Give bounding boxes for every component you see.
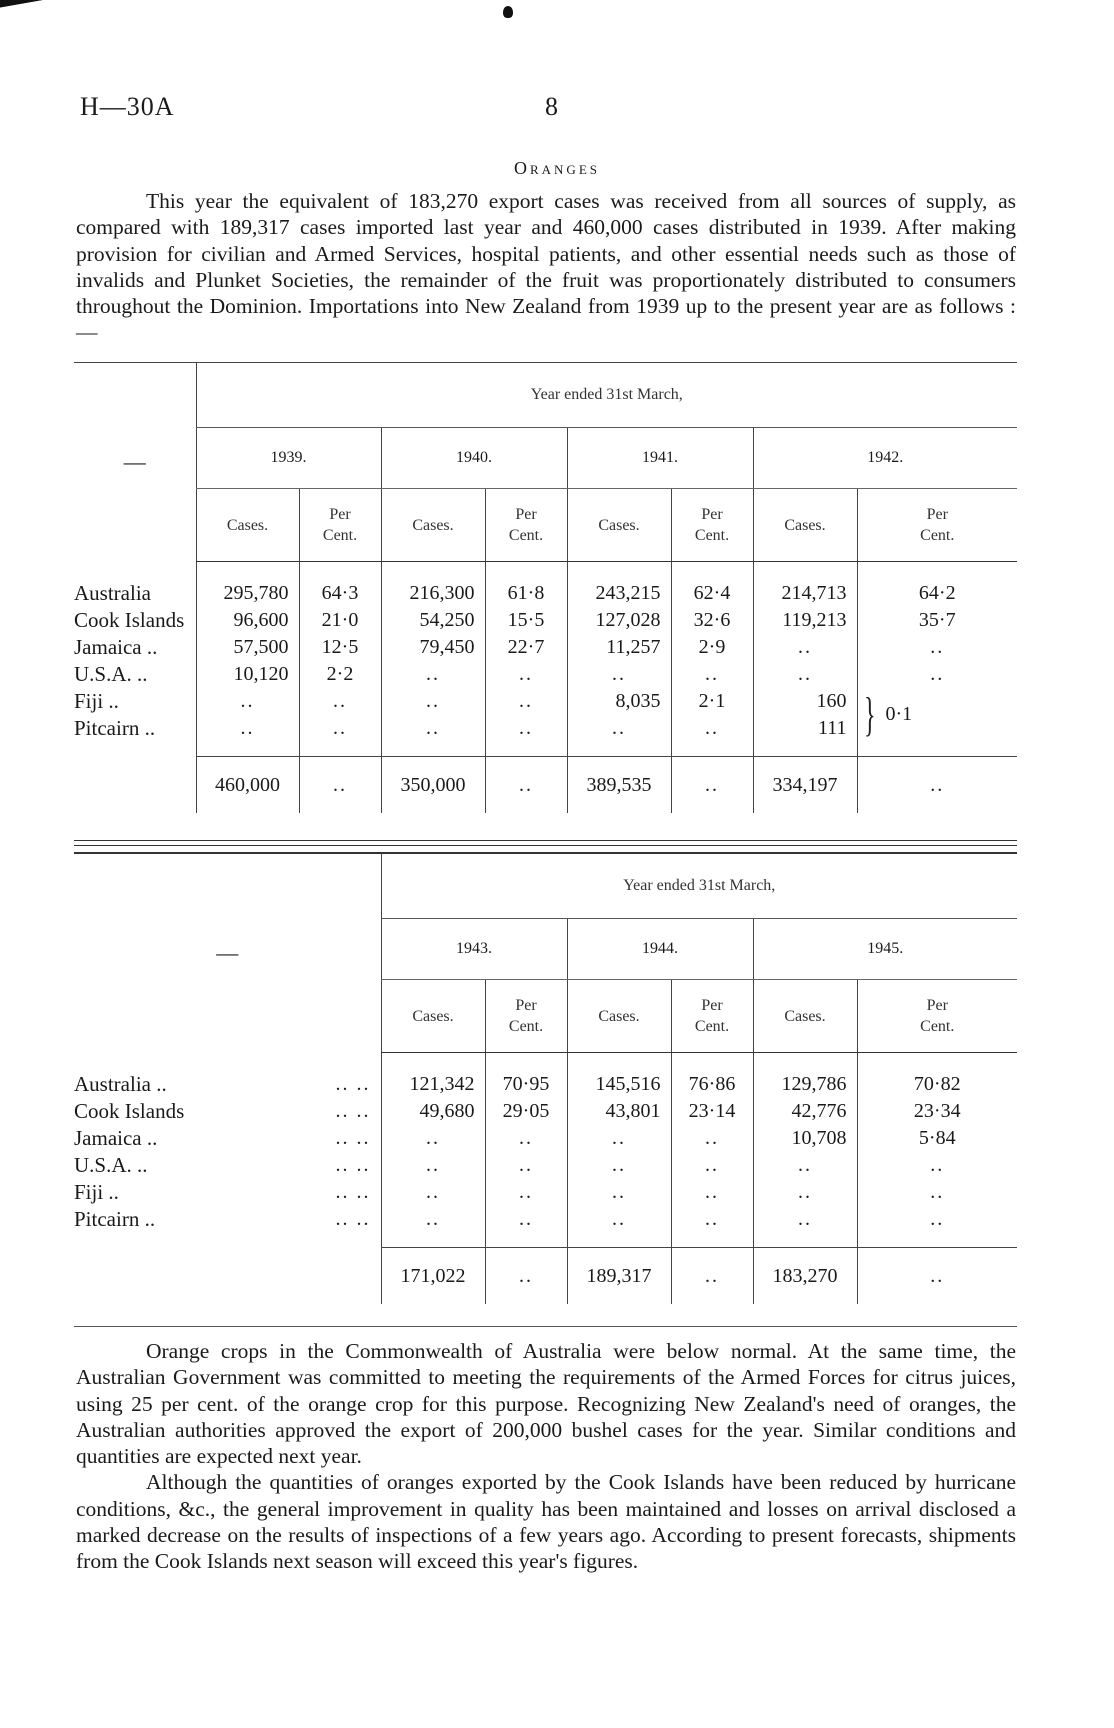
country-label: Pitcairn .. bbox=[74, 716, 156, 741]
per-label: Per bbox=[926, 997, 948, 1014]
stub-dash: — bbox=[216, 940, 239, 966]
year-header: 1943. bbox=[381, 919, 567, 980]
percent-value: 23·14 bbox=[671, 1098, 753, 1125]
cases-value: 57,500 bbox=[196, 634, 299, 661]
total-cases: 350,000 bbox=[381, 757, 485, 814]
percent-value: .. bbox=[671, 1179, 753, 1206]
percent-value: .. bbox=[671, 661, 753, 688]
table-row bbox=[74, 688, 1017, 715]
percent-value: 70·95 bbox=[485, 1053, 567, 1099]
percent-value: .. bbox=[485, 1179, 567, 1206]
cent-label: Cent. bbox=[694, 1018, 730, 1035]
percent-value: .. bbox=[857, 1206, 1017, 1248]
percent-value: 76·86 bbox=[671, 1053, 753, 1099]
percent-value: 70·82 bbox=[857, 1053, 1017, 1099]
percent-value: .. bbox=[485, 1206, 567, 1248]
percent-value: 32·6 bbox=[671, 607, 753, 634]
cases-value: 214,713 bbox=[753, 562, 857, 608]
stub-dash: — bbox=[123, 449, 146, 475]
cases-value: .. bbox=[753, 634, 857, 661]
cent-label: Cent. bbox=[920, 527, 955, 544]
totals-row bbox=[74, 1248, 1017, 1305]
percent-value: .. bbox=[485, 1152, 567, 1179]
percent-value: .. bbox=[485, 661, 567, 688]
intro-paragraph bbox=[76, 188, 1016, 346]
total-cases: 389,535 bbox=[567, 757, 671, 814]
year-header: 1944. bbox=[567, 919, 753, 980]
section-title: Oranges bbox=[513, 158, 600, 178]
table-row bbox=[74, 1206, 1017, 1248]
percent-value: 35·7 bbox=[857, 607, 1017, 634]
cent-label: Cent. bbox=[920, 1018, 955, 1035]
percent-value: .. bbox=[857, 1152, 1017, 1179]
country-label: U.S.A. .. bbox=[74, 662, 148, 686]
per-label: Per bbox=[515, 506, 537, 523]
percent-value: .. bbox=[671, 1206, 753, 1248]
brace-icon: } bbox=[863, 688, 876, 741]
leader-dots: .. .. bbox=[335, 1154, 371, 1176]
percent-value: 2·2 bbox=[299, 661, 381, 688]
total-percent: .. bbox=[671, 1248, 753, 1305]
percent-value: .. bbox=[671, 715, 753, 757]
cases-value: .. bbox=[567, 1152, 671, 1179]
country-label: Fiji .. bbox=[74, 689, 119, 713]
cases-value: .. bbox=[753, 1152, 857, 1179]
total-cases: 183,270 bbox=[753, 1248, 857, 1305]
country-label: Jamaica .. bbox=[74, 1126, 158, 1150]
cases-value: 243,215 bbox=[567, 562, 671, 608]
cases-value: 121,342 bbox=[381, 1053, 485, 1099]
cases-value: .. bbox=[196, 688, 299, 715]
percent-value: 64·2 bbox=[857, 562, 1017, 608]
cent-label: Cent. bbox=[694, 527, 730, 544]
total-cases: 189,317 bbox=[567, 1248, 671, 1305]
percent-value: .. bbox=[857, 634, 1017, 661]
cent-label: Cent. bbox=[508, 527, 544, 544]
scan-edge-mark bbox=[0, 0, 48, 10]
table-row bbox=[74, 562, 1017, 608]
year-header: 1941. bbox=[567, 428, 753, 489]
cases-value: 129,786 bbox=[753, 1053, 857, 1099]
year-header: 1939. bbox=[196, 428, 381, 489]
stub-header bbox=[74, 363, 196, 562]
leader-dots: .. .. bbox=[335, 1127, 371, 1149]
totals-stub bbox=[74, 1248, 381, 1305]
cases-value: 127,028 bbox=[567, 607, 671, 634]
percent-value: 21·0 bbox=[299, 607, 381, 634]
percent-value: 5·84 bbox=[857, 1125, 1017, 1152]
percent-value: .. bbox=[299, 715, 381, 757]
per-label: Per bbox=[926, 506, 948, 523]
percent-value: 62·4 bbox=[671, 562, 753, 608]
percent-value-braced bbox=[857, 688, 1017, 757]
cases-value: 43,801 bbox=[567, 1098, 671, 1125]
percent-value: .. bbox=[485, 688, 567, 715]
totals-stub bbox=[74, 757, 196, 814]
cases-value: 49,680 bbox=[381, 1098, 485, 1125]
group-header: Year ended 31st March, bbox=[381, 853, 1017, 919]
percent-value: .. bbox=[671, 1152, 753, 1179]
cases-value: .. bbox=[567, 661, 671, 688]
closing-paragraphs bbox=[76, 1338, 1016, 1575]
percent-value: 29·05 bbox=[485, 1098, 567, 1125]
cases-value: .. bbox=[381, 1125, 485, 1152]
paragraph-cook-islands: Although the quantities of oranges exported by the Cook Islands have been reduced by hurricane conditions, &c., the general improvement in quality has been maintained and losses on arrival disclosed a marked decrease on the results of inspections of a few years ago. According to present forecasts, shipments from the Cook Islands next season will exceed this year's figures. bbox=[76, 1470, 1016, 1574]
cases-value: .. bbox=[381, 715, 485, 757]
percent-value: .. bbox=[671, 1125, 753, 1152]
cases-value: 8,035 bbox=[567, 688, 671, 715]
cases-value: .. bbox=[753, 661, 857, 688]
percent-value: 23·34 bbox=[857, 1098, 1017, 1125]
country-label: Jamaica .. bbox=[74, 635, 158, 659]
cases-value: 79,450 bbox=[381, 634, 485, 661]
cent-label: Cent. bbox=[322, 527, 358, 544]
per-label: Per bbox=[515, 997, 537, 1014]
stub-header bbox=[74, 853, 381, 1053]
cases-header: Cases. bbox=[196, 489, 299, 562]
table-row bbox=[74, 1053, 1017, 1099]
leader-dots: .. .. bbox=[335, 1208, 371, 1231]
cases-value: .. bbox=[196, 715, 299, 757]
intro-text: This year the equivalent of 183,270 export cases was received from all sources of supply, as compared with 189,317 cases imported last year and 460,000 cases distributed in 1939. After making provision for civilian and Armed Services, hospital patients, and other essential needs such as those of invalids and Plunket Societies, the remainder of the fruit was proportionately distributed to consumers throughout the Dominion. Importations into New Zealand from 1939 up to the present year are as follows :— bbox=[76, 189, 1016, 345]
leader-dots: .. .. bbox=[335, 1072, 371, 1095]
country-label: Cook Islands bbox=[74, 1099, 185, 1123]
paragraph-australia: Orange crops in the Commonwealth of Australia were below normal. At the same time, the Australian Government was committed to meeting the requirements of the Armed Forces for citrus juices, using 25 per cent. of the orange crop for this purpose. Recognizing New Zealand's need of oranges, the Australian authorities approved the export of 200,000 bushel cases for the year. Similar conditions and quantities are expected next year. bbox=[76, 1339, 1016, 1469]
table-divider bbox=[74, 840, 1017, 846]
percent-value: 22·7 bbox=[485, 634, 567, 661]
end-rule bbox=[74, 1326, 1017, 1327]
total-percent: .. bbox=[299, 757, 381, 814]
percent-value: 61·8 bbox=[485, 562, 567, 608]
percent-value: .. bbox=[485, 715, 567, 757]
table-row bbox=[74, 1179, 1017, 1206]
cases-value: 160 bbox=[753, 688, 857, 715]
total-percent: .. bbox=[485, 757, 567, 814]
percent-header bbox=[671, 489, 753, 562]
percent-header bbox=[299, 489, 381, 562]
cases-value: .. bbox=[381, 1179, 485, 1206]
total-cases: 334,197 bbox=[753, 757, 857, 814]
cases-value: .. bbox=[381, 661, 485, 688]
cases-value: 119,213 bbox=[753, 607, 857, 634]
cases-value: 42,776 bbox=[753, 1098, 857, 1125]
percent-header bbox=[857, 980, 1017, 1053]
percent-value: .. bbox=[857, 661, 1017, 688]
year-header: 1942. bbox=[753, 428, 1017, 489]
table-row bbox=[74, 1152, 1017, 1179]
cases-value: .. bbox=[381, 1152, 485, 1179]
year-header: 1940. bbox=[381, 428, 567, 489]
page-number: 8 bbox=[545, 92, 558, 121]
year-header: 1945. bbox=[753, 919, 1017, 980]
leader-dots: .. .. bbox=[335, 1181, 371, 1203]
percent-value: 64·3 bbox=[299, 562, 381, 608]
cases-value: .. bbox=[567, 1125, 671, 1152]
imports-table-1943-1945 bbox=[74, 852, 1017, 1304]
percent-header bbox=[485, 980, 567, 1053]
cases-header: Cases. bbox=[753, 489, 857, 562]
total-percent: .. bbox=[671, 757, 753, 814]
cases-value: 216,300 bbox=[381, 562, 485, 608]
country-label: Fiji .. bbox=[74, 1180, 119, 1204]
cases-header: Cases. bbox=[753, 980, 857, 1053]
total-percent: .. bbox=[857, 1248, 1017, 1305]
leader-dots: .. .. bbox=[335, 1100, 371, 1122]
cases-value: 96,600 bbox=[196, 607, 299, 634]
percent-value: 12·5 bbox=[299, 634, 381, 661]
totals-row bbox=[74, 757, 1017, 814]
ink-blot bbox=[503, 6, 513, 18]
total-cases: 460,000 bbox=[196, 757, 299, 814]
per-label: Per bbox=[701, 997, 723, 1014]
percent-header bbox=[485, 489, 567, 562]
table-row bbox=[74, 634, 1017, 661]
table-row bbox=[74, 661, 1017, 688]
percent-value: .. bbox=[857, 1179, 1017, 1206]
total-percent: .. bbox=[485, 1248, 567, 1305]
cases-value: .. bbox=[567, 715, 671, 757]
total-cases: 171,022 bbox=[381, 1248, 485, 1305]
percent-value: .. bbox=[485, 1125, 567, 1152]
cases-value: 295,780 bbox=[196, 562, 299, 608]
cases-value: 145,516 bbox=[567, 1053, 671, 1099]
table-row bbox=[74, 1125, 1017, 1152]
cases-header: Cases. bbox=[567, 980, 671, 1053]
country-label: Australia .. bbox=[74, 1071, 167, 1096]
cases-header: Cases. bbox=[381, 489, 485, 562]
cases-value: .. bbox=[381, 1206, 485, 1248]
cases-value: 111 bbox=[753, 715, 857, 757]
table-row bbox=[74, 607, 1017, 634]
cases-header: Cases. bbox=[381, 980, 485, 1053]
table-row bbox=[74, 1098, 1017, 1125]
percent-value: 2·1 bbox=[671, 688, 753, 715]
country-label: Cook Islands bbox=[74, 608, 185, 632]
braced-percent: 0·1 bbox=[885, 703, 913, 725]
country-label: U.S.A. .. bbox=[74, 1153, 148, 1177]
cases-value: 54,250 bbox=[381, 607, 485, 634]
per-label: Per bbox=[329, 506, 351, 523]
cases-value: 11,257 bbox=[567, 634, 671, 661]
cases-value: .. bbox=[567, 1206, 671, 1248]
per-label: Per bbox=[701, 506, 723, 523]
cases-header: Cases. bbox=[567, 489, 671, 562]
percent-value: 2·9 bbox=[671, 634, 753, 661]
percent-value: 15·5 bbox=[485, 607, 567, 634]
imports-table-1939-1942 bbox=[74, 362, 1017, 813]
cases-value: .. bbox=[753, 1179, 857, 1206]
cases-value: .. bbox=[753, 1206, 857, 1248]
cases-value: 10,708 bbox=[753, 1125, 857, 1152]
total-percent: .. bbox=[857, 757, 1017, 814]
cases-value: .. bbox=[381, 688, 485, 715]
cases-value: 10,120 bbox=[196, 661, 299, 688]
percent-value: .. bbox=[299, 688, 381, 715]
percent-header bbox=[671, 980, 753, 1053]
country-label: Australia bbox=[74, 580, 151, 605]
percent-header bbox=[857, 489, 1017, 562]
country-label: Pitcairn .. bbox=[74, 1207, 156, 1232]
group-header: Year ended 31st March, bbox=[196, 363, 1017, 428]
cent-label: Cent. bbox=[508, 1018, 544, 1035]
cases-value: .. bbox=[567, 1179, 671, 1206]
document-code: H—30A bbox=[80, 92, 175, 121]
